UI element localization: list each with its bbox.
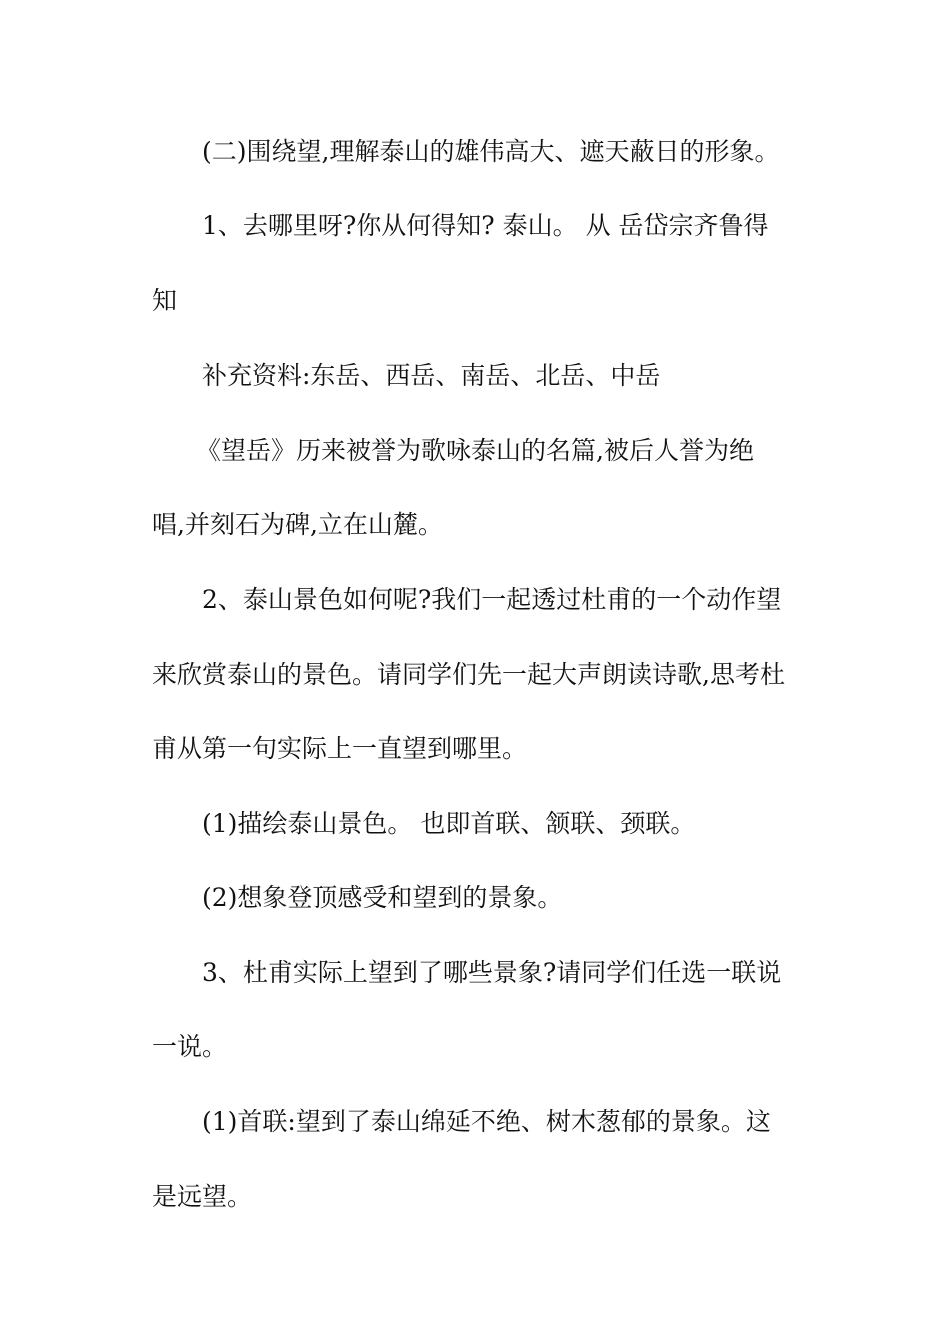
paragraph-line: 《望岳》历来被誉为歌咏泰山的名篇,被后人誉为绝 [196, 436, 754, 465]
paragraph-line: 来欣赏泰山的景色。请同学们先一起大声朗读诗歌,思考杜 [152, 660, 785, 689]
paragraph-line: 一说。 [152, 1032, 228, 1061]
paragraph-line: 甫从第一句实际上一直望到哪里。 [152, 734, 528, 763]
paragraph-line: 补充资料:东岳、西岳、南岳、北岳、中岳 [202, 361, 661, 390]
paragraph-line: 唱,并刻石为碑,立在山麓。 [152, 510, 443, 539]
list-item: (1)描绘泰山景色。 也即首联、颔联、颈联。 [202, 809, 696, 838]
paragraph-line: 2、泰山景色如何呢?我们一起透过杜甫的一个动作望 [202, 585, 782, 614]
paragraph-line: 是远望。 [152, 1182, 253, 1211]
list-item: (2)想象登顶感受和望到的景象。 [202, 883, 563, 912]
list-item: (1)首联:望到了泰山绵延不绝、树木葱郁的景象。这 [202, 1107, 771, 1136]
paragraph-line: 知 [152, 286, 178, 315]
section-heading: (二)围绕望,理解泰山的雄伟高大、遮天蔽日的形象。 [202, 137, 780, 166]
paragraph-line: 3、杜甫实际上望到了哪些景象?请同学们任选一联说 [202, 958, 782, 987]
paragraph-line: 1、去哪里呀?你从何得知? 泰山。 从 岳岱宗齐鲁得 [202, 211, 769, 240]
